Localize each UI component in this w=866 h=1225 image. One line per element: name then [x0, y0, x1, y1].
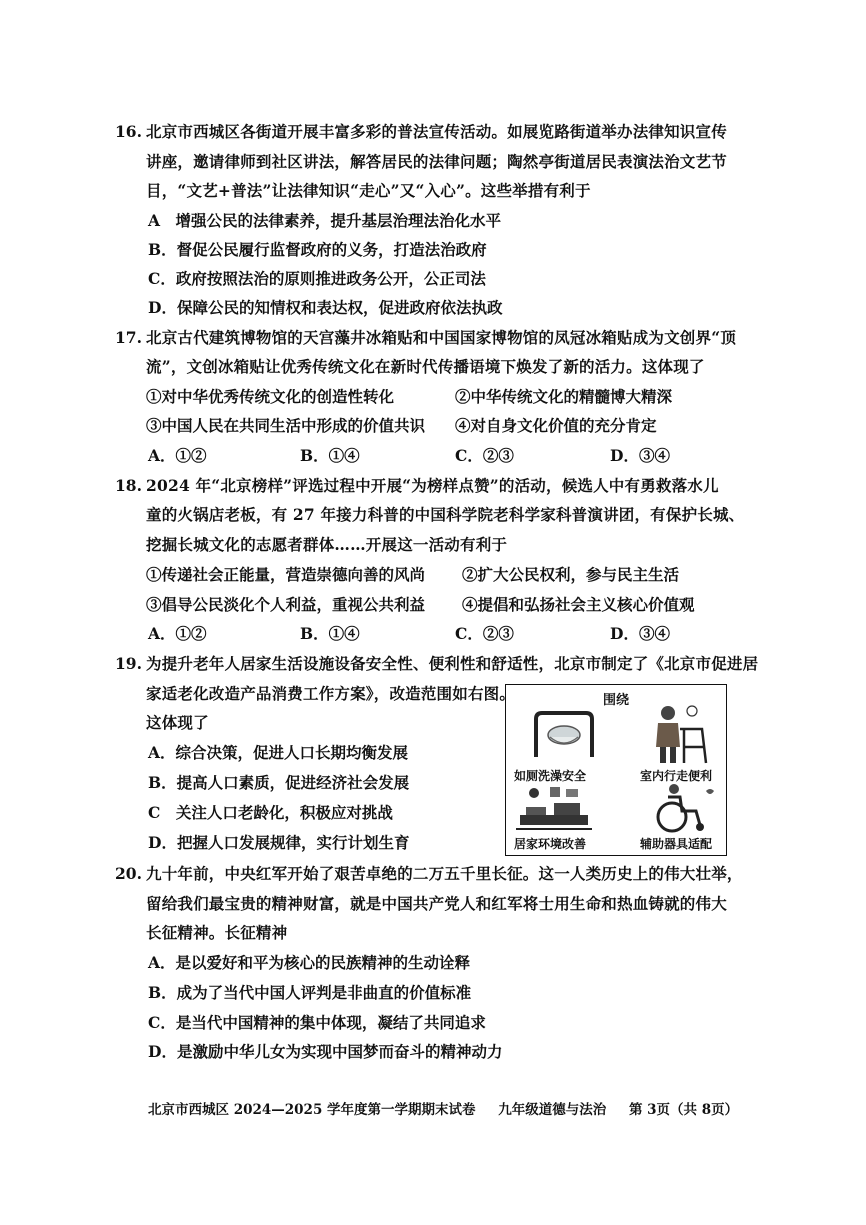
q17-number: 17. [115, 328, 142, 347]
grab-bar-icon [528, 705, 600, 763]
q18-option-c: C．②③ [455, 624, 514, 643]
q19-stem-line-1: 为提升老年人居家生活设施设备安全性、便利性和舒适性，北京市制定了《北京市促进居 [146, 654, 759, 673]
q17-stem-line-1: 北京古代建筑博物馆的天宫藻井冰箱贴和中国国家博物馆的凤冠冰箱贴成为文创界“顶 [146, 328, 737, 347]
footer-exam-title: 北京市西城区 2024—2025 学年度第一学期期末试卷 [148, 1102, 476, 1118]
q18-option-a: A．①② [148, 624, 207, 643]
q18-stem-line-2: 童的火锅店老板，有 27 年接力科普的中国科学院老科学家科普演讲团，有保护长城、 [146, 505, 745, 524]
q18-item-2: ②扩大公民权利，参与民主生活 [462, 565, 680, 584]
q17-option-c: C．②③ [455, 446, 514, 465]
q20-option-d: D．是激励中华儿女为实现中国梦而奋斗的精神动力 [148, 1042, 503, 1061]
q19-stem-line-3: 这体现了 [146, 713, 209, 732]
wheelchair-icon [648, 781, 718, 835]
figure-caption-walking: 室内行走便利 [640, 769, 713, 783]
q16-option-d: D．保障公民的知情权和表达权，促进政府依法执政 [148, 298, 503, 317]
q17-option-d: D．③④ [610, 446, 670, 465]
footer-subject: 九年级道德与法治 [498, 1102, 607, 1118]
q16-option-c: C．政府按照法治的原则推进政务公开，公正司法 [148, 269, 486, 288]
q18-item-4: ④提倡和弘扬社会主义核心价值观 [462, 595, 695, 614]
figure-caption-assistive: 辅助器具适配 [640, 837, 713, 851]
q16-stem-line-3: 目，“文艺+普法”让法律知识“走心”又“入心”。这些举措有利于 [146, 181, 591, 200]
q20-option-b: B．成为了当代中国人评判是非曲直的价值标准 [148, 983, 472, 1002]
q20-number: 20. [115, 864, 142, 883]
q17-option-a: A．①② [148, 446, 207, 465]
q20-stem-line-3: 长征精神。长征精神 [146, 923, 288, 942]
q18-option-b: B．①④ [300, 624, 360, 643]
q19-option-a: A．综合决策，促进人口长期均衡发展 [148, 743, 409, 762]
q17-option-b: B．①④ [300, 446, 360, 465]
home-environment-icon [514, 785, 594, 833]
q17-item-3: ③中国人民在共同生活中形成的价值共识 [146, 416, 426, 435]
q20-option-a: A．是以爱好和平为核心的民族精神的生动诠释 [148, 953, 471, 972]
walker-icon [640, 703, 712, 767]
q17-item-1: ①对中华优秀传统文化的创造性转化 [146, 387, 395, 406]
q19-option-b: B．提高人口素质，促进经济社会发展 [148, 773, 410, 792]
figure-caption-home: 居家环境改善 [514, 837, 587, 851]
q16-number: 16. [115, 122, 142, 141]
q18-option-d: D．③④ [610, 624, 670, 643]
figure-caption-toilet: 如厕洗澡安全 [514, 769, 587, 783]
q18-number: 18. [115, 476, 142, 495]
q19-option-d: D．把握人口发展规律，实行计划生育 [148, 833, 410, 852]
q17-stem-line-2: 流”，文创冰箱贴让优秀传统文化在新时代传播语境下焕发了新的活力。这体现了 [146, 357, 705, 376]
q19-stem-line-2: 家适老化改造产品消费工作方案》，改造范围如右图。 [146, 684, 516, 703]
q16-stem-line-2: 讲座，邀请律师到社区讲法，解答居民的法律问题；陶然亭街道居民表演法治文艺节 [146, 152, 727, 171]
q16-option-b: B．督促公民履行监督政府的义务，打造法治政府 [148, 240, 487, 259]
footer-page-number: 第 3页（共 8页） [628, 1102, 739, 1118]
q18-item-1: ①传递社会正能量，营造崇德向善的风尚 [146, 565, 426, 584]
q19-number: 19. [115, 654, 142, 673]
q16-option-a: A 增强公民的法律素养，提升基层治理法治化水平 [148, 211, 502, 230]
q19-option-c: C 关注人口老龄化，积极应对挑战 [148, 803, 393, 822]
q17-item-2: ②中华传统文化的精髓博大精深 [455, 387, 673, 406]
page-footer [148, 1098, 756, 1118]
q19-figure [505, 684, 727, 856]
q20-stem-line-1: 九十年前，中央红军开始了艰苦卓绝的二万五千里长征。这一人类历史上的伟大壮举， [146, 864, 743, 883]
q16-stem-line-1: 北京市西城区各街道开展丰富多彩的普法宣传活动。如展览路街道举办法律知识宣传 [146, 122, 727, 141]
q20-stem-line-2: 留给我们最宝贵的精神财富，就是中国共产党人和红军将士用生命和热血铸就的伟大 [146, 894, 727, 913]
q18-stem-line-1: 2024 年“北京榜样”评选过程中开展“为榜样点赞”的活动，候选人中有勇救落水儿 [146, 476, 719, 495]
q20-option-c: C．是当代中国精神的集中体现，凝结了共同追求 [148, 1013, 486, 1032]
q18-stem-line-3: 挖掘长城文化的志愿者群体……开展这一活动有利于 [146, 535, 508, 554]
q17-item-4: ④对自身文化价值的充分肯定 [455, 416, 657, 435]
figure-title: 围绕 [602, 693, 629, 708]
q18-item-3: ③倡导公民淡化个人利益，重视公共利益 [146, 595, 426, 614]
